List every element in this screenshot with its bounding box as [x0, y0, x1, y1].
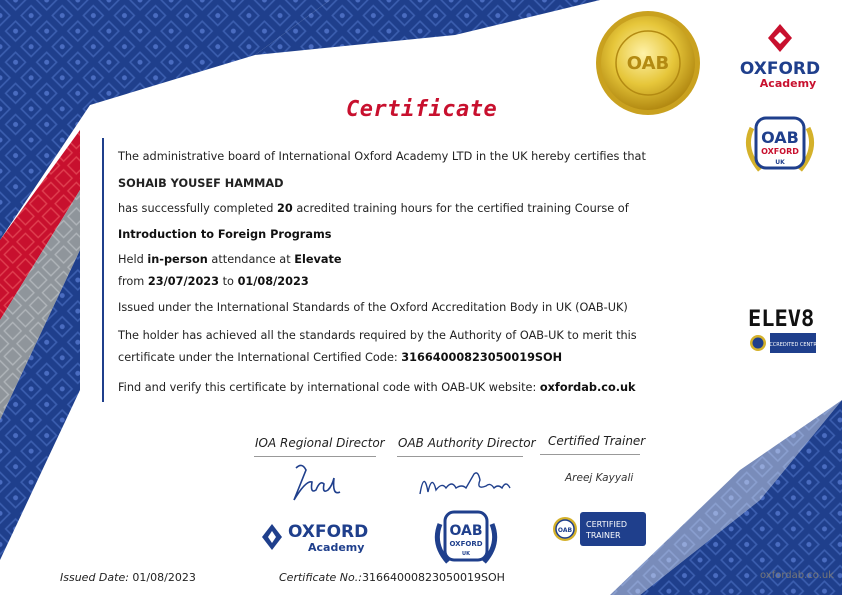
svg-text:TRAINER: TRAINER	[586, 531, 621, 540]
course-name: Introduction to Foreign Programs	[118, 228, 332, 241]
verify-line	[118, 381, 636, 394]
issued-label: Issued Date:	[60, 571, 129, 584]
holder-line-1: The holder has achieved all the standards required by the Authority of OAB-UK to merit this	[118, 329, 637, 342]
authority-director-signature	[416, 466, 518, 502]
attendance-mode: in-person	[147, 253, 208, 266]
completion-line	[118, 202, 629, 215]
signature-rule-1	[254, 456, 376, 457]
intro-text: The administrative board of International Oxford Academy LTD in the UK hereby certifies that	[118, 150, 646, 163]
end-date: 01/08/2023	[237, 275, 309, 288]
gold-seal-icon	[596, 11, 700, 115]
verify-prefix: Find and verify this certificate by international code with OAB-UK website:	[118, 381, 537, 394]
svg-text:UK: UK	[462, 551, 470, 557]
svg-text:UK: UK	[775, 159, 785, 166]
start-date: 23/07/2023	[147, 275, 220, 288]
attendance-line	[118, 253, 342, 266]
svg-text:OXFORD: OXFORD	[288, 522, 369, 542]
svg-text:OXFORD: OXFORD	[739, 59, 821, 79]
to-label: to	[222, 275, 234, 288]
training-hours: 20	[276, 202, 293, 215]
completion-suffix: acredited training hours for the certified training Course of	[296, 202, 629, 215]
oxford-academy-logo	[728, 22, 828, 92]
svg-text:CERTIFIED: CERTIFIED	[586, 520, 628, 529]
holder-name: SOHAIB YOUSEF HAMMAD	[118, 177, 284, 190]
svg-text:OAB: OAB	[761, 128, 799, 147]
oab-bottom-badge-icon	[432, 506, 500, 566]
svg-text:OXFORD: OXFORD	[449, 540, 483, 548]
completion-prefix: has successfully completed	[118, 202, 274, 215]
certificate-number	[279, 571, 505, 584]
from-label: from	[118, 275, 145, 288]
issued-date-value: 01/08/2023	[132, 571, 196, 584]
svg-text:OAB: OAB	[449, 523, 483, 539]
regional-director-heading: IOA Regional Director	[255, 436, 385, 450]
certified-code: 31664000823050019SOH	[401, 351, 563, 364]
svg-text:Academy: Academy	[308, 541, 365, 554]
certified-trainer-badge	[550, 510, 648, 548]
oab-badge	[740, 108, 820, 178]
certificate-title: Certificate	[346, 97, 498, 122]
cert-no-label: Certificate No.:	[279, 571, 362, 584]
regional-director-signature	[288, 460, 346, 504]
cert-no-value: 31664000823050019SOH	[361, 571, 505, 584]
svg-text:ELEV8: ELEV8	[748, 307, 815, 332]
trainer-name: Areej Kayyali	[565, 472, 634, 484]
held-prefix: Held	[118, 253, 144, 266]
code-prefix: certificate under the International Certified Code:	[118, 351, 398, 364]
venue-name: Elevate	[294, 253, 342, 266]
verify-site-link[interactable]: oxfordab.co.uk	[539, 381, 636, 394]
svg-text:OAB: OAB	[557, 527, 573, 534]
certified-trainer-heading: Certified Trainer	[548, 434, 646, 448]
standards-line: Issued under the International Standards of the Oxford Accreditation Body in UK (OAB-UK)	[118, 301, 628, 314]
svg-text:OXFORD: OXFORD	[761, 147, 799, 156]
svg-text:Academy: Academy	[759, 77, 817, 90]
svg-text:OAB: OAB	[626, 53, 670, 74]
issued-date	[60, 571, 196, 584]
signature-rule-2	[397, 456, 523, 457]
oxford-academy-bottom-logo	[258, 518, 380, 556]
oab-laurel-icon	[740, 108, 820, 178]
date-range-line	[118, 275, 309, 288]
elev8-logo-icon	[746, 300, 820, 358]
signature-rule-3	[540, 454, 640, 455]
svg-text:ACCREDITED CENTRE: ACCREDITED CENTRE	[765, 342, 820, 348]
held-middle: attendance at	[211, 253, 291, 266]
elev8-accredited-badge	[746, 300, 820, 358]
accent-rule	[102, 138, 104, 402]
holder-line-2	[118, 351, 562, 364]
authority-director-heading: OAB Authority Director	[398, 436, 536, 450]
footer-site-link[interactable]: oxfordab.co.uk	[760, 570, 835, 581]
oxford-logo-icon	[728, 22, 828, 92]
